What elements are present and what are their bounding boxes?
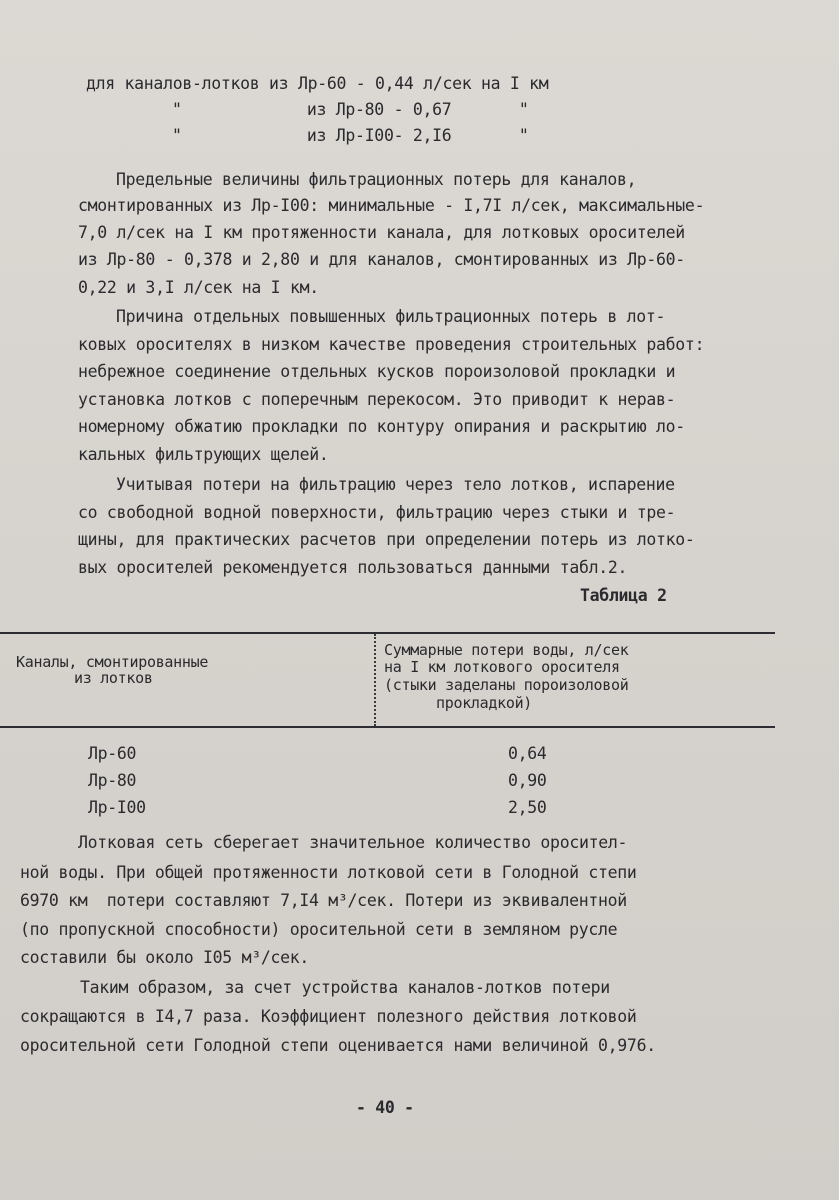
text-line: из Лр-80 - 0,378 и 2,80 и для каналов, смонтированных из Лр-60- <box>78 250 685 269</box>
table-row-value: 0,64 <box>508 744 547 763</box>
table-header-left: из лотков <box>74 669 153 687</box>
text-line: 7,0 л/сек на I км протяженности канала, для лотковых оросителей <box>78 223 685 242</box>
text-line: кальных фильтрующих щелей. <box>78 445 329 464</box>
text-line: оросительной сети Голодной степи оценивается нами величиной 0,976. <box>20 1036 656 1055</box>
table-header-right: (стыки заделаны пороизоловой <box>384 676 629 694</box>
table-header-right: Суммарные потери воды, л/сек <box>384 641 629 659</box>
text-line: (по пропускной способности) оросительной сети в земляном русле <box>20 920 618 939</box>
text-line: для каналов-лотков из Лр-60 - 0,44 л/сек на I км <box>86 74 549 93</box>
text-line: небрежное соединение отдельных кусков пороизоловой прокладки и <box>78 362 676 381</box>
table-header-right: прокладкой) <box>436 694 533 712</box>
table-row-name: Лр-I00 <box>88 798 146 817</box>
text-line: " из Лр-80 - 0,67 " <box>172 100 529 119</box>
text-line: установка лотков с поперечным перекосом. Это приводит к нерав- <box>78 390 676 409</box>
text-line: Таким образом, за счет устройства каналов-лотков потери <box>80 978 610 997</box>
table-row-value: 2,50 <box>508 798 547 817</box>
text-line: ной воды. При общей протяженности лотковой сети в Голодной степи <box>20 863 637 882</box>
text-line: " из Лр-I00- 2,I6 " <box>172 126 529 145</box>
table-header-left: Каналы, смонтированные <box>16 653 209 671</box>
text-line: со свободной водной поверхности, фильтрацию через стыки и тре- <box>78 503 676 522</box>
text-line: Предельные величины фильтрационных потерь для каналов, <box>116 170 637 189</box>
text-line: составили бы около I05 м³/сек. <box>20 948 310 967</box>
text-line: номерному обжатию прокладки по контуру опирания и раскрытию ло- <box>78 417 685 436</box>
table-column-divider <box>374 634 376 726</box>
text-line: Учитывая потери на фильтрацию через тело лотков, испарение <box>116 475 675 494</box>
table-top-rule <box>0 632 775 634</box>
text-line: ковых оросителях в низком качестве проведения строительных работ: <box>78 335 705 354</box>
text-line: Лотковая сеть сберегает значительное количество оросител- <box>78 833 628 852</box>
text-line: сокращаются в I4,7 раза. Коэффициент полезного действия лотковой <box>20 1007 637 1026</box>
table-row-name: Лр-80 <box>88 771 137 790</box>
text-line: щины, для практических расчетов при определении потерь из лотко- <box>78 530 695 549</box>
page-number: - 40 - <box>356 1098 414 1117</box>
text-line: 6970 км потери составляют 7,I4 м³/сек. Потери из эквивалентной <box>20 891 627 910</box>
table-header-rule <box>0 726 775 728</box>
text-line: Причина отдельных повышенных фильтрационных потерь в лот- <box>116 307 666 326</box>
text-line: смонтированных из Лр-I00: минимальные - I,7I л/сек, максимальные- <box>78 196 705 215</box>
text-line: 0,22 и 3,I л/сек на I км. <box>78 278 319 297</box>
table-caption: Таблица 2 <box>580 586 667 605</box>
table-header-right: на I км лоткового оросителя <box>384 658 620 676</box>
table-row-value: 0,90 <box>508 771 547 790</box>
text-line: вых оросителей рекомендуется пользоваться данными табл.2. <box>78 558 628 577</box>
table-row-name: Лр-60 <box>88 744 137 763</box>
